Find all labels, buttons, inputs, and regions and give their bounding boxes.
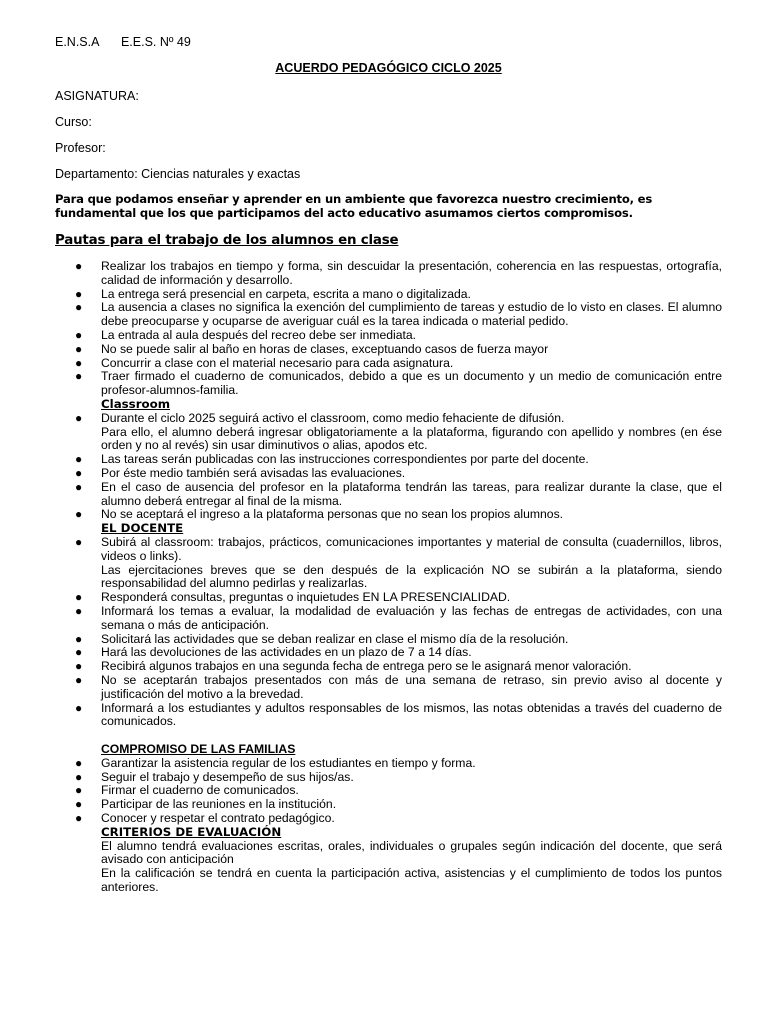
list-item: ● Las tareas serán publicadas con las instrucciones correspondientes por parte del docente. [75, 452, 589, 467]
criterios-paragraph-2: En la calificación se tendrá en cuenta la participación activa, asistencias y el cumplimiento de todos los puntos anteriores. [101, 866, 722, 895]
list-item: ● Seguir el trabajo y desempeño de sus hijos/as. [75, 769, 354, 784]
list-item: ● En el caso de ausencia del profesor en la plataforma tendrán las tareas, para realizar durante la clase, que el alumno deberá entregar al final de la misma. [75, 479, 722, 508]
field-curso: Curso: [55, 115, 92, 129]
bullet-icon: ● [75, 410, 83, 425]
bullet-icon: ● [75, 452, 83, 467]
docente-continuation: Las ejercitaciones breves que se den después de la explicación NO se subirán a la plataforma, siendo responsabilidad del alumno pedirlas y realizarlas. [101, 562, 722, 591]
subtitle-docente: EL DOCENTE [101, 521, 184, 536]
bullet-icon: ● [75, 355, 83, 370]
bullet-icon: ● [75, 811, 83, 826]
section-title-pautas: Pautas para el trabajo de los alumnos en clase [55, 233, 399, 248]
bullet-icon: ● [75, 369, 83, 384]
bullet-icon: ● [75, 769, 83, 784]
list-docente [55, 536, 722, 564]
list-item: ● Responderá consultas, preguntas o inquietudes EN LA PRESENCIALIDAD. [75, 590, 511, 605]
subtitle-classroom: Classroom [101, 396, 171, 411]
bullet-icon: ● [75, 783, 83, 798]
list-item: ● No se puede salir al baño en horas de clases, exceptuando casos de fuerza mayor [75, 341, 549, 356]
list-item: ● Informará a los estudiantes y adultos responsables de los mismos, las notas obtenidas a través del cuaderno de comunicados. [75, 700, 722, 729]
list-item: ● No se aceptarán trabajos presentados con más de una semana de retraso, sin previo aviso al docente y justificación del motivo a la brevedad. [75, 672, 722, 701]
list-docente-more [55, 591, 722, 729]
bullet-icon: ● [75, 700, 83, 715]
list-item: ● La entrada al aula después del recreo debe ser inmediata. [75, 327, 417, 342]
list-classroom-more [55, 453, 722, 522]
field-asignatura: ASIGNATURA: [55, 89, 139, 103]
bullet-icon: ● [75, 327, 83, 342]
list-item: ● Informará los temas a evaluar, la modalidad de evaluación y las fechas de entregas de actividades, con una semana o más de anticipación. [75, 603, 722, 632]
bullet-icon: ● [75, 672, 83, 687]
bullet-icon: ● [75, 507, 83, 522]
bullet-icon: ● [75, 465, 83, 480]
bullet-icon: ● [75, 645, 83, 660]
list-item: ● Participar de las reuniones en la institución. [75, 797, 337, 812]
bullet-icon: ● [75, 286, 83, 301]
spacer [55, 729, 722, 743]
bullet-icon: ● [75, 534, 83, 549]
list-alumnos [55, 260, 722, 398]
school-name-ensa: E.N.S.A [55, 35, 100, 49]
list-item: ● La entrega será presencial en carpeta, escrita a mano o digitalizada. [75, 286, 471, 301]
bullet-icon: ● [75, 259, 83, 273]
school-header [55, 34, 722, 50]
bullet-icon: ● [75, 590, 83, 605]
bullet-icon: ● [75, 659, 83, 674]
list-item: ● Concurrir a clase con el material necesario para cada asignatura. [75, 355, 454, 370]
list-item: ● Conocer y respetar el contrato pedagógico. [75, 811, 335, 826]
list-familias [55, 757, 722, 826]
field-profesor: Profesor: [55, 141, 106, 155]
bullet-icon: ● [75, 300, 83, 315]
bullet-icon: ● [75, 755, 83, 770]
list-item: ● Garantizar la asistencia regular de los estudiantes en tiempo y forma. [75, 755, 476, 770]
criterios-paragraph-1: El alumno tendrá evaluaciones escritas, orales, individuales o grupales según indicación del docente, que será avisado con anticipación [101, 838, 722, 867]
intro-paragraph: Para que podamos enseñar y aprender en un ambiente que favorezca nuestro crecimiento, es fundamental que los que participamos del acto educativo asumamos ciertos compromisos. [55, 192, 653, 220]
list-item: ● La ausencia a clases no significa la exención del cumplimiento de tareas y estudio de lo visto en clases. El alumno debe preocuparse y ocuparse de averiguar cuál es la tarea indicada o material pedido. [75, 300, 722, 329]
subtitle-familias: COMPROMISO DE LAS FAMILIAS [101, 742, 296, 757]
classroom-continuation: Para ello, el alumno deberá ingresar obligatoriamente a la plataforma, figurando con apellido y nombres (en ése orden y no al revés) sin usar diminutivos o alias, apodos etc. [101, 424, 722, 453]
list-item: ● Traer firmado el cuaderno de comunicados, debido a que es un documento y un medio de comunicación entre profesor-alumnos-familia. [75, 369, 722, 398]
school-name-ees: E.E.S. Nº 49 [120, 35, 191, 49]
list-item: ● Solicitará las actividades que se deban realizar en clase el mismo día de la resolución. [75, 631, 569, 646]
list-item: ● Hará las devoluciones de las actividades en un plazo de 7 a 14 días. [75, 645, 472, 660]
list-item: ● Por éste medio también será avisadas las evaluaciones. [75, 465, 406, 480]
list-item: ● Subirá al classroom: trabajos, prácticos, comunicaciones importantes y material de consulta (cuadernillos, libros, videos o links). [75, 534, 722, 563]
list-item: ● No se aceptará el ingreso a la plataforma personas que no sean los propios alumnos. [75, 507, 564, 522]
list-item: ● Recibirá algunos trabajos en una segunda fecha de entrega pero se le asignará menor valoración. [75, 659, 632, 674]
list-classroom [55, 412, 722, 426]
list-item: ● Realizar los trabajos en tiempo y forma, sin descuidar la presentación, coherencia en las respuestas, ortografía, calidad de información y desarrollo. [75, 259, 722, 287]
bullet-icon: ● [75, 479, 83, 494]
bullet-icon: ● [75, 341, 83, 356]
bullet-icon: ● [75, 603, 83, 618]
field-departamento: Departamento: Ciencias naturales y exactas [55, 167, 301, 181]
subtitle-criterios: CRITERIOS DE EVALUACIÓN [101, 824, 282, 839]
list-item: ● Firmar el cuaderno de comunicados. [75, 783, 299, 798]
bullet-icon: ● [75, 797, 83, 812]
document-title: ACUERDO PEDAGÓGICO CICLO 2025 [275, 61, 502, 75]
list-item: ● Durante el ciclo 2025 seguirá activo el classroom, como medio fehaciente de difusión. [75, 410, 565, 425]
bullet-icon: ● [75, 631, 83, 646]
